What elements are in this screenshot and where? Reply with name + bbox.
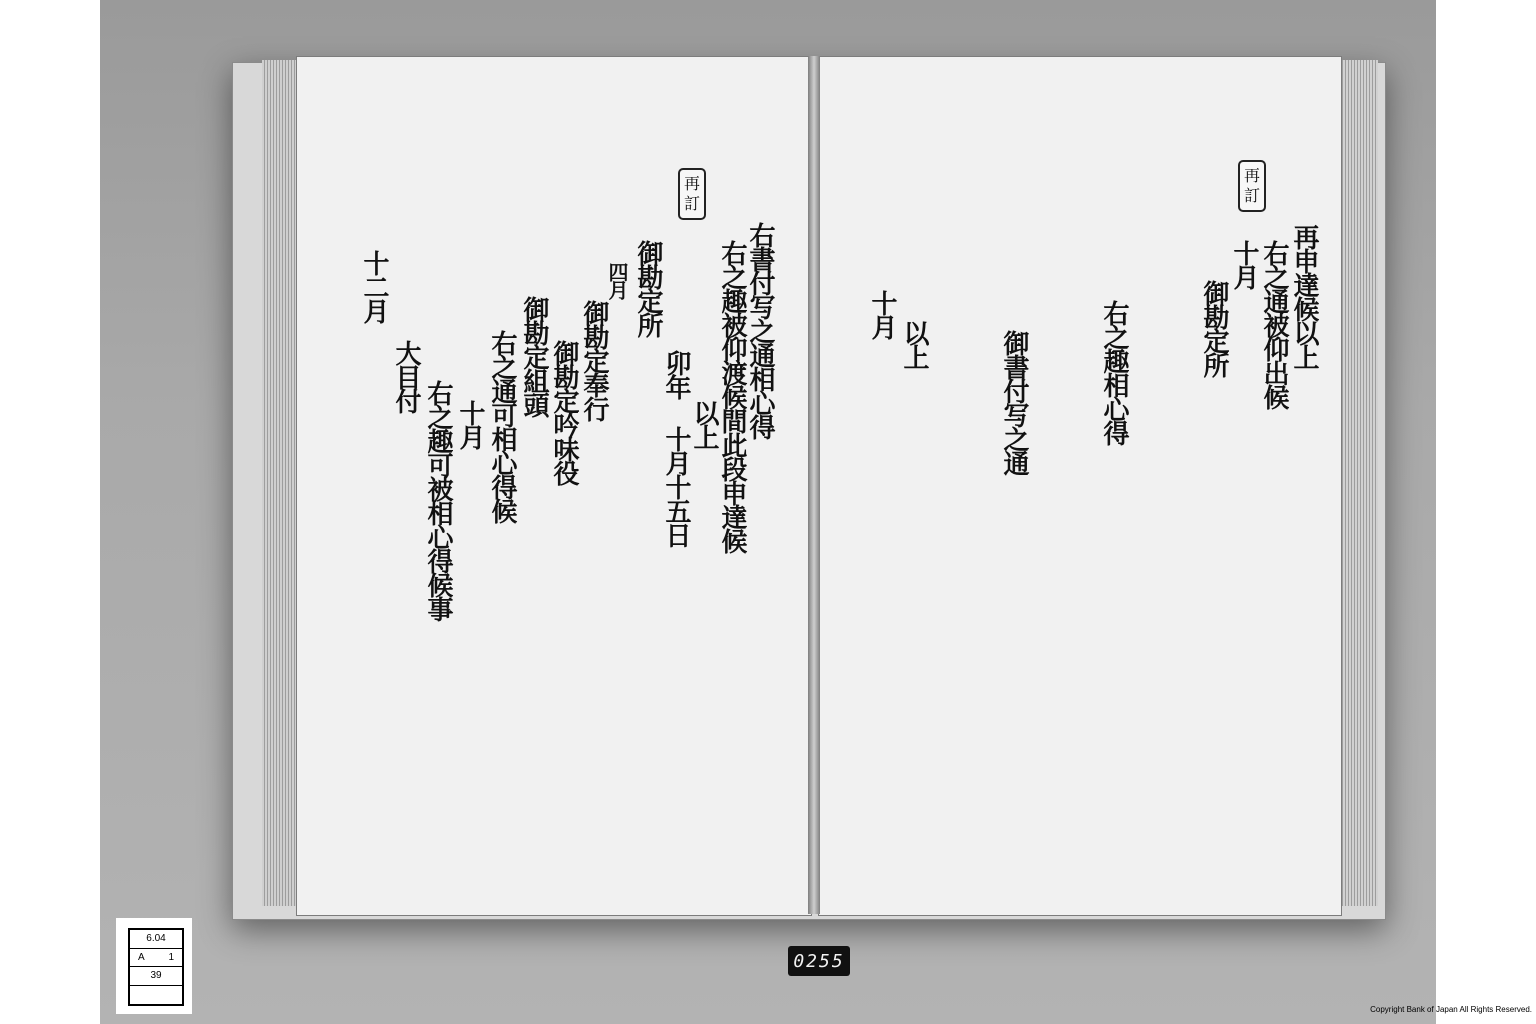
stamp-char: 訂 [683,194,700,213]
book-gutter [808,56,820,914]
stamp-char: 訂 [1243,186,1260,205]
text-column: 御勘定吟味役 [549,340,579,484]
text-column: 卯年 十月十五日 [661,350,691,546]
text-column: 右之趣可被相心得候事 [423,380,453,620]
text-column: 以上 [689,400,719,448]
stamp-char: 再 [1243,166,1260,185]
text-column: 御勘定所 [1199,280,1229,376]
text-column: 御書付写之通 [999,330,1029,474]
text-column: 右之通被仰出候 [1259,240,1289,408]
text-column: 四月 [605,262,629,298]
label-row [130,967,182,986]
revision-stamp-right [1238,160,1266,212]
page-edges-right [1336,60,1378,906]
text-column: 十二月 [359,250,389,322]
text-column: 右書付写之通相心得 [745,222,775,438]
text-column: 御勘定所 [633,240,663,336]
text-column: 右之趣相心得 [1099,300,1129,444]
text-column: 十月 [455,400,485,448]
text-column: 十月 [1229,240,1259,288]
label-row [130,930,182,949]
stamp-char: 再 [683,174,700,193]
text-column: 御勘定奉行 [579,300,609,420]
page-edges-left [262,60,298,906]
text-column: 右之趣被仰渡候間此段申達候 [717,240,747,552]
text-column: 再申達候以上 [1289,224,1319,368]
label-series: A [138,951,145,963]
label-code: 6.04 [146,933,166,945]
copyright-notice: Copyright Bank of Japan All Rights Reserved. [1370,1005,1532,1014]
archive-label-grid [128,928,184,1006]
text-column: 大目付 [391,340,421,412]
frame-number-tag: 0255 [788,946,850,976]
text-column: 十月 [867,290,897,338]
label-volume: 1 [168,951,174,963]
text-column: 御勘定組頭 [519,296,549,416]
text-column: 以上 [899,320,929,368]
text-column: 右之通可相心得候 [487,330,517,522]
label-item: 39 [150,970,162,982]
label-row [130,949,182,968]
label-row [130,986,182,1005]
revision-stamp-left [678,168,706,220]
